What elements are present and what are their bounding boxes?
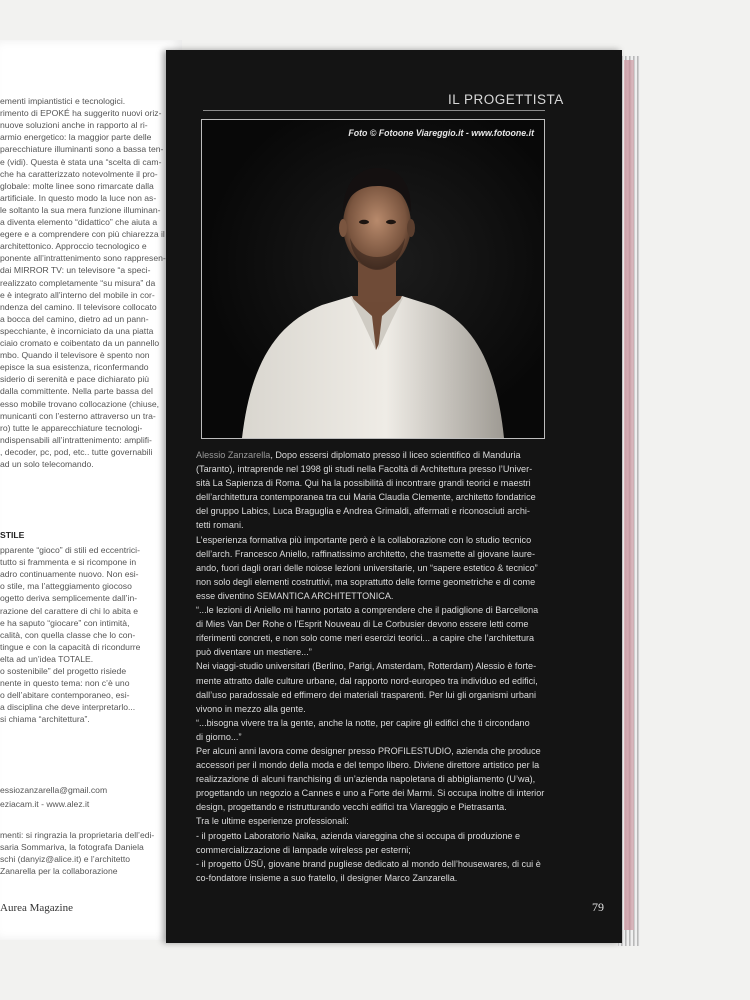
left-text-line: dalla committente. Nella parte bassa del — [0, 386, 153, 397]
left-text-line: a bocca del camino, dietro ad un pann- — [0, 313, 149, 324]
left-text-line: ro) tutte le apparecchiature tecnologi- — [0, 422, 143, 433]
text-line: Per alcuni anni lavora come designer presso PROFILESTUDIO, azienda che produce — [196, 745, 541, 756]
left-text-line: le soltanto la sua mera funzione illuminan- — [0, 204, 161, 215]
text-line: dell’arch. Francesco Aniello, raffinatissimo architetto, che trasmette al giovane laure- — [196, 548, 535, 559]
left-text-line: globale: molte linee sono rimarcate dalla — [0, 180, 154, 191]
left-text-line: razione del carattere di chi lo abita e — [0, 605, 139, 616]
left-text-line: o dell’abitare contemporaneo, esi- — [0, 690, 130, 701]
left-text-line: armio energetico: la maggior parte delle — [0, 132, 152, 143]
left-text-line: a disciplina che deve interpretarlo... — [0, 702, 136, 713]
portrait-illustration — [202, 120, 544, 438]
text-line: accessori per il mondo della moda e del tempo libero. Diviene direttore artistico per la — [196, 760, 540, 771]
left-text-line: nente in questo tema: non c’è uno — [0, 678, 130, 689]
left-text-line: rimento di EPOKÉ ha suggerito nuovi oriz- — [0, 108, 162, 119]
text-line: L’esperienza formativa più importante però è la collaborazione con lo studio tecnico — [196, 534, 532, 545]
text-line: design, progettando e ristrutturando vecchi edifici tra Viareggio e Pietrasanta. — [196, 802, 507, 813]
left-text-line: calità, con quella classe che lo con- — [0, 629, 136, 640]
text-line: non solo degli elementi costruttivi, ma soprattutto delle forme geometriche e di come — [196, 576, 536, 587]
photo-credit: Foto © Fotoone Viareggio.it - www.fotoone.it — [348, 128, 534, 138]
left-text-line: tingue e con la capacità di ricondurre — [0, 641, 141, 652]
left-text-line: schi (danyiz@alice.it) e l’architetto — [0, 854, 131, 864]
text-line: “...bisogna vivere tra la gente, anche la notte, per capire gli edifici che ti circondano — [196, 717, 530, 728]
left-heading: STILE — [0, 530, 25, 540]
text-line: tetti romani. — [196, 520, 244, 531]
left-text-line: eziacam.it - www.alez.it — [0, 799, 90, 809]
left-text-line: parecchiature illuminanti sono a bassa ten- — [0, 144, 164, 155]
left-text-line: specchiante, è incorniciato da una piatta — [0, 325, 154, 336]
left-text-line: egere e a comprendere con più chiarezza il — [0, 229, 165, 240]
title-rule — [203, 110, 545, 111]
text-line: dell’architettura contemporanea tra cui Maria Claudia Clemente, architetto fondatrice — [196, 492, 536, 503]
left-text-line: che ha caratterizzato notevolmente il pro- — [0, 168, 158, 179]
left-text-line: ementi impiantistici e tecnologici. — [0, 96, 126, 106]
left-text-line: essiozanzarella@gmail.com — [0, 785, 108, 795]
left-text-line: Zanarella per la collaborazione — [0, 866, 118, 876]
left-text-line: e (vidi). Questa è stata una “scelta di cam- — [0, 156, 162, 167]
left-text-line: architettonico. Approccio tecnologico e — [0, 241, 147, 252]
left-text-line: ndenza del camino. Il televisore collocato — [0, 301, 157, 312]
page-number: 79 — [592, 900, 604, 914]
text-line: - il progetto ÜSÜ, giovane brand pugliese dedicato al mondo dell’housewares, di cui è — [196, 858, 541, 869]
left-text-line: adro continuamente nuovo. Non esi- — [0, 569, 139, 580]
text-line: ando, fuori dagli orari delle noiose lezioni universitarie, un “sapere estetico & tecnico” — [196, 562, 538, 573]
left-text-line: si chiama “architettura”. — [0, 714, 90, 725]
section-title: IL PROGETTISTA — [448, 92, 564, 107]
left-text-line: tutto si frammenta e si ricompone in — [0, 557, 137, 568]
left-text-line: ponente all’intrattenimento sono rappresen- — [0, 253, 166, 264]
page-edges-tint — [624, 60, 634, 930]
left-text-line: o stile, ma l’atteggiamento giocoso — [0, 581, 132, 592]
text-line: Tra le ultime esperienze professionali: — [196, 816, 349, 827]
left-text-line: municanti con l’esterno attraverso un tra- — [0, 410, 156, 421]
left-text-line: ad un solo telecomando. — [0, 459, 94, 469]
left-text-line: a diventa elemento “didattico” che aiuta a — [0, 217, 158, 227]
text-line: commercializzazione di lampade wireless per esterni; — [196, 844, 411, 855]
left-text-line: o sostenibile” del progetto risiede — [0, 666, 127, 676]
text-line: - il progetto Laboratorio Naika, azienda viareggina che si occupa di produzione e — [196, 830, 521, 841]
text-line: del gruppo Labics, Luca Braguglia e Andrea Grimaldi, affermati e riconosciuti archi- — [196, 506, 530, 517]
text-line-rest: , Dopo essersi diplomato presso il liceo scientifico di Manduria — [270, 450, 521, 460]
text-line: Nei viaggi-studio universitari (Berlino, Parigi, Amsterdam, Rotterdam) Alessio è forte- — [196, 661, 537, 672]
magazine-name: Aurea Magazine — [0, 902, 73, 914]
left-text-line: menti: si ringrazia la proprietaria dell’edi- — [0, 830, 155, 840]
text-line: progettando un negozio a Cannes e uno a Forte dei Marmi. Si occupa inoltre di interior — [196, 788, 545, 799]
left-text-line: elta ad un’idea TOTALE. — [0, 653, 94, 664]
left-text-line: pparente “gioco” di stili ed eccentrici- — [0, 545, 140, 555]
left-text-line: ndispensabili all’intrattenimento: amplifi- — [0, 434, 152, 445]
left-text-line: esso mobile trovano collocazione (chiuse, — [0, 398, 160, 409]
left-text-line: dai MIRROR TV: un televisore “a speci- — [0, 265, 151, 276]
text-line: “...le lezioni di Aniello mi hanno portato a comprendere che il padiglione di Barcellona — [196, 605, 539, 616]
left-text-line: ciaio cromato e coibentato da un pannello — [0, 338, 160, 348]
text-line: di giorno...” — [196, 731, 242, 742]
text-line: può diventare un mestiere...” — [196, 647, 312, 658]
left-text-line: realizzato completamente “su misura” da — [0, 277, 156, 288]
left-page — [0, 40, 182, 940]
left-text-line: ogetto deriva semplicemente dall’in- — [0, 593, 138, 604]
name-lead: Alessio Zanzarella — [196, 450, 271, 460]
left-text-line: e ha saputo “giocare” con intimità, — [0, 617, 130, 628]
text-line: mente attratto dalle culture urbane, dal rapporto nord-europeo tra individuo ed edifici, — [196, 675, 538, 686]
portrait-photo — [201, 119, 545, 439]
text-line: sità La Sapienza di Roma. Qui ha la possibilità di incontrare grandi teorici e maestri — [196, 478, 531, 489]
left-text-line: , decoder, pc, pod, etc.. tutte governabili — [0, 446, 153, 457]
text-line: realizzazione di alcuni franchising di un’azienda napoletana di abbigliamento (U’wa), — [196, 774, 536, 785]
left-text-line: nuove soluzioni anche in rapporto al ri- — [0, 120, 148, 131]
left-text-line: artificiale. In questo modo la luce non as- — [0, 192, 157, 203]
left-text-line: e è integrato all’interno del mobile in cor- — [0, 289, 155, 300]
text-line: co-fondatore insieme a suo fratello, il designer Marco Zanzarella. — [196, 872, 458, 883]
text-line: vivono in mezzo alla gente. — [196, 703, 306, 714]
biography-text — [196, 448, 552, 885]
left-text-line: saria Sommariva, la fotografa Daniela — [0, 842, 144, 852]
left-text-line: episce la sua esistenza, riconfermando — [0, 362, 149, 373]
text-line: (Taranto), intraprende nel 1998 gli studi nella Facoltà di Architettura presso l’Univer- — [196, 464, 533, 475]
text-line: di Mies Van Der Rohe o l’Esprit Nouveau di Le Corbusier devono essere letti come — [196, 619, 529, 630]
text-line: riferimenti concreti, e non solo come meri esercizi teorici... a capire che l’architettura — [196, 633, 535, 644]
text-line: esse diventino SEMANTICA ARCHITETTONICA. — [196, 590, 394, 601]
left-text-line: mbo. Quando il televisore è spento non — [0, 350, 150, 361]
text-line: dall’uso paradossale ed effimero dei materiali trasparenti. Per lui gli organismi urbani — [196, 689, 537, 700]
left-text-line: siderio di serenità e pace dichiarato più — [0, 374, 150, 385]
text-line — [196, 448, 552, 462]
